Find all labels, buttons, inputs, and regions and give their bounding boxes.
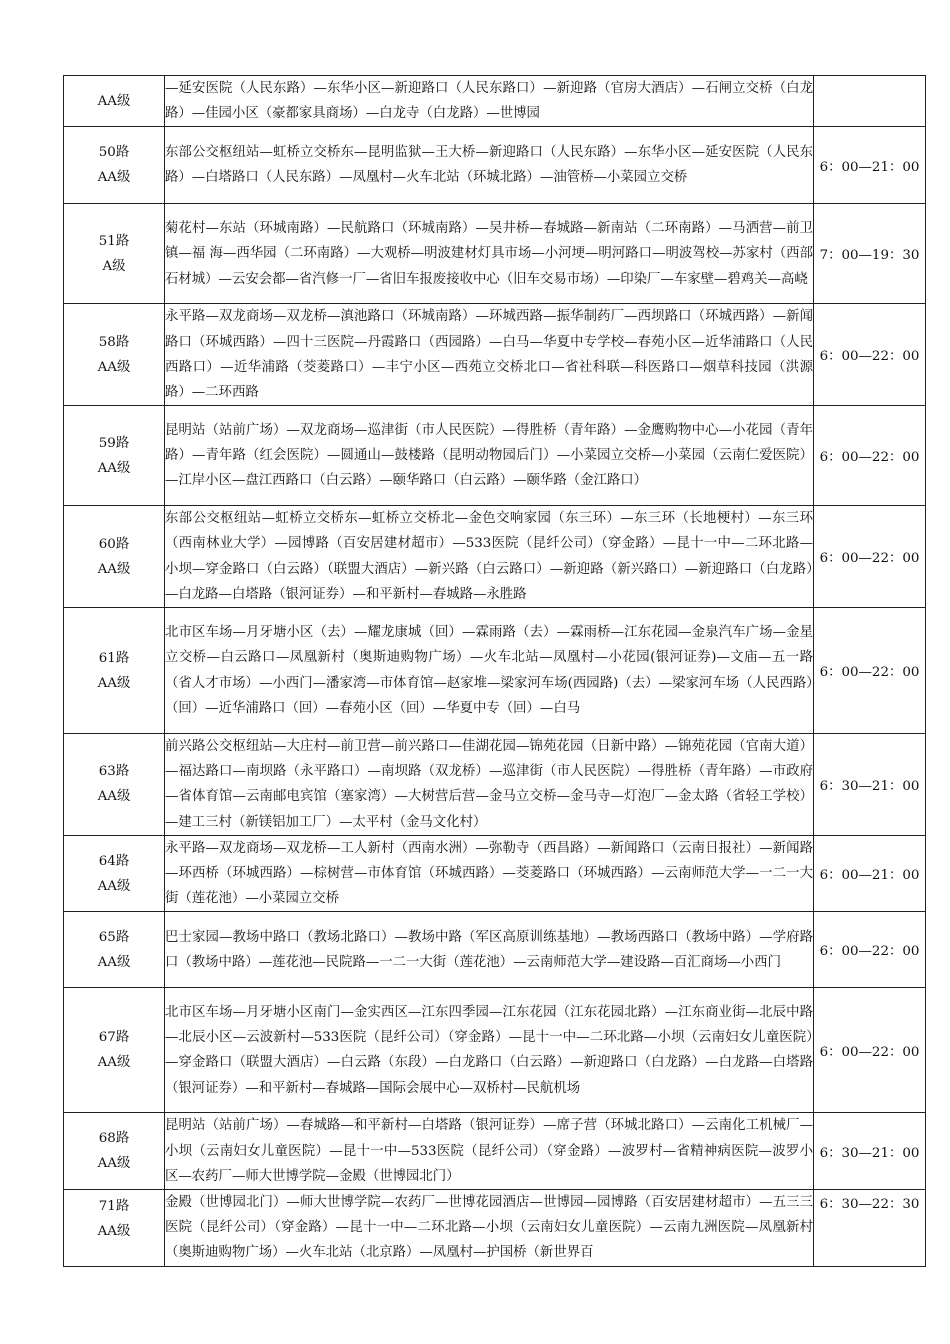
route-grade: AA级	[97, 789, 131, 805]
service-hours: 6：30—21：00	[814, 734, 926, 836]
route-stops: 菊花村—东站（环城南路）—民航路口（环城南路）—吴井桥—春城路—新南站（二环南路）—马洒营—前卫镇—福 海—西华园（二环南路）—大观桥—明波建材灯具市场—小河埂—明河路口—明波驾校—苏家村（西部石材城）—云安会都—省汽修一厂—省旧车报废接收中心（旧车交易市场）—印染厂—车家壁—碧鸡关—高峣	[165, 204, 814, 304]
service-hours: 6：00—21：00	[814, 835, 926, 912]
table-row	[64, 1113, 926, 1190]
route-grade: AA级	[97, 1156, 131, 1172]
table-row	[64, 734, 926, 836]
route-name-cell	[64, 912, 165, 988]
service-hours: 6：00—22：00	[814, 988, 926, 1113]
route-name-cell	[64, 76, 165, 127]
table-row	[64, 506, 926, 608]
route-name-cell	[64, 734, 165, 836]
route-name-cell	[64, 1113, 165, 1190]
route-number: 71路	[98, 1199, 130, 1215]
table-row	[64, 608, 926, 734]
route-grade: AA级	[97, 954, 131, 970]
route-grade: AA级	[97, 1055, 131, 1071]
route-number: 64路	[98, 853, 130, 869]
route-stops: 昆明站（站前广场）—春城路—和平新村—白塔路（银河证券）—席子营（环城北路口）—云南化工机械厂—小坝（云南妇女儿童医院）—昆十一中—533医院（昆纤公司）（穿金路）—波罗村—省精神病医院—波罗小区—农药厂—师大世博学院—金殿（世博园北门）	[165, 1113, 814, 1190]
route-name-cell	[64, 835, 165, 912]
route-stops: 金殿（世博园北门）—师大世博学院—农药厂—世博花园酒店—世博园—园博路（百安居建材超市）—五三三医院（昆纤公司）（穿金路）—昆十一中—二环北路—小坝（云南妇女儿童医院）—云南九洲医院—凤凰新村（奥斯迪购物广场）—火车北站（北京路）—凤凰村—护国桥（新世界百	[165, 1190, 814, 1267]
route-grade: AA级	[97, 460, 131, 476]
service-hours: 6：30—22：30	[814, 1190, 926, 1267]
route-name-cell	[64, 127, 165, 204]
route-stops: 东部公交枢纽站—虹桥立交桥东—昆明监狱—王大桥—新迎路口（人民东路）—东华小区—延安医院（人民东路）—白塔路口（人民东路）—凤凰村—火车北站（环城北路）—油管桥—小菜园立交桥	[165, 127, 814, 204]
route-number: 63路	[98, 764, 130, 780]
route-stops: 永平路—双龙商场—双龙桥—工人新村（西南水洲）—弥勒寺（西昌路）—新闻路口（云南日报社）—新闻路—环西桥（环城西路）—棕树营—市体育馆（环城西路）—茭菱路口（环城西路）—云南师范大学—一二一大街（莲花池）—小菜园立交桥	[165, 835, 814, 912]
table-row	[64, 127, 926, 204]
route-name-cell	[64, 304, 165, 406]
route-number: 65路	[98, 929, 130, 945]
route-number: 68路	[98, 1131, 130, 1147]
route-stops: 北市区车场—月牙塘小区南门—金实西区—江东四季园—江东花园（江东花园北路）—江东商业街—北辰中路—北辰小区—云波新村—533医院（昆纤公司）（穿金路）—昆十一中—二环北路—小坝（云南妇女儿童医院）—穿金路口（联盟大酒店）—白云路（东段）—白龙路口（白云路）—新迎路口（白龙路）—白龙路—白塔路（银河证券）—和平新村—春城路—国际会展中心—双桥村—民航机场	[165, 988, 814, 1113]
service-hours: 6：00—22：00	[814, 406, 926, 506]
route-name-cell	[64, 988, 165, 1113]
service-hours: 6：00—22：00	[814, 304, 926, 406]
route-number: 67路	[98, 1030, 130, 1046]
table-row	[64, 204, 926, 304]
route-number: 58路	[98, 334, 130, 350]
route-stops: 前兴路公交枢纽站—大庄村—前卫营—前兴路口—佳湖花园—锦苑花园（日新中路）—锦苑花园（官南大道）—福达路口—南坝路（永平路口）—南坝路（双龙桥）—巡津街（市人民医院）—得胜桥（青年路）—市政府—省体育馆—云南邮电宾馆（塞家湾）—大树营后营—金马立交桥—金马寺—灯泡厂—金太路（省轻工学校）—建工三村（新镁铝加工厂）—太平村（金马文化村）	[165, 734, 814, 836]
table-row	[64, 406, 926, 506]
table-row	[64, 304, 926, 406]
route-grade: AA级	[97, 1224, 131, 1240]
route-stops: 永平路—双龙商场—双龙桥—滇池路口（环城南路）—环城西路—振华制药厂—西坝路口（环城西路）—新闻路口（环城西路）—四十三医院—丹霞路口（西园路）—白马—华夏中专学校—春苑小区—近华浦路口（人民西路口）—近华浦路（茭菱路口）—丰宁小区—西苑立交桥北口—省社科联—科医路口—烟草科技园（洪源路）—二环西路	[165, 304, 814, 406]
route-number: 60路	[98, 536, 130, 552]
route-stops: 昆明站（站前广场）—双龙商场—巡津街（市人民医院）—得胜桥（青年路）—金鹰购物中心—小花园（青年路）—青年路（红会医院）—圆通山—鼓楼路（昆明动物园后门）—小菜园立交桥—小菜园（云南仁爱医院）—江岸小区—盘江西路口（白云路）—颐华路口（白云路）—颐华路（金江路口）	[165, 406, 814, 506]
bus-route-table	[63, 75, 926, 1267]
route-name-cell	[64, 406, 165, 506]
service-hours: 6：00—22：00	[814, 608, 926, 734]
service-hours: 6：00—22：00	[814, 506, 926, 608]
service-hours	[814, 76, 926, 127]
route-stops: —延安医院（人民东路）—东华小区—新迎路口（人民东路口）—新迎路（官房大酒店）—石闸立交桥（白龙路）—佳园小区（豪都家具商场）—白龙寺（白龙路）—世博园	[165, 76, 814, 127]
route-grade: A级	[102, 258, 126, 274]
route-number: 59路	[98, 435, 130, 451]
route-grade: AA级	[97, 675, 131, 691]
route-stops: 巴士家园—教场中路口（教场北路口）—教场中路（军区高原训练基地）—教场西路口（教场中路）—学府路口（教场中路）—莲花池—民院路—一二一大街（莲花池）—云南师范大学—建设路—百汇商场—小西门	[165, 912, 814, 988]
table-row	[64, 988, 926, 1113]
table-row	[64, 1190, 926, 1267]
route-name-cell	[64, 608, 165, 734]
route-number: 61路	[98, 650, 130, 666]
route-number: 50路	[98, 145, 130, 161]
table-row	[64, 835, 926, 912]
service-hours: 6：00—22：00	[814, 912, 926, 988]
route-grade: AA级	[97, 359, 131, 375]
table-row	[64, 76, 926, 127]
route-stops: 北市区车场—月牙塘小区（去）—耀龙康城（回）—霖雨路（去）—霖雨桥—江东花园—金泉汽车广场—金星立交桥—白云路口—凤凰新村（奥斯迪购物广场）—火车北站—凤凰村—小花园(银河证券)—文庙—五一路（省人才市场）—小西门—潘家湾—市体育馆—赵家堆—梁家河车场(西园路)（去）—梁家河车场（人民西路）（回）—近华浦路口（回）—春苑小区（回）—华夏中专（回）—白马	[165, 608, 814, 734]
route-grade: AA级	[97, 170, 131, 186]
route-stops: 东部公交枢纽站—虹桥立交桥东—虹桥立交桥北—金色交响家园（东三环）—东三环（长地梗村）—东三环（西南林业大学）—园博路（百安居建材超市）—533医院（昆纤公司）（穿金路）—昆十一中—二环北路—小坝—穿金路口（白云路）（联盟大酒店）—新兴路（白云路口）—新迎路（新兴路口）—新迎路口（白龙路）—白龙路—白塔路（银河证券）—和平新村—春城路—永胜路	[165, 506, 814, 608]
route-name-cell	[64, 204, 165, 304]
route-name-cell	[64, 1190, 165, 1267]
route-name-cell	[64, 506, 165, 608]
route-grade: AA级	[97, 878, 131, 894]
table-row	[64, 912, 926, 988]
service-hours: 7：00—19：30	[814, 204, 926, 304]
service-hours: 6：30—21：00	[814, 1113, 926, 1190]
service-hours: 6：00—21：00	[814, 127, 926, 204]
route-grade: AA级	[97, 561, 131, 577]
route-grade: AA级	[97, 93, 131, 109]
route-number: 51路	[98, 233, 130, 249]
